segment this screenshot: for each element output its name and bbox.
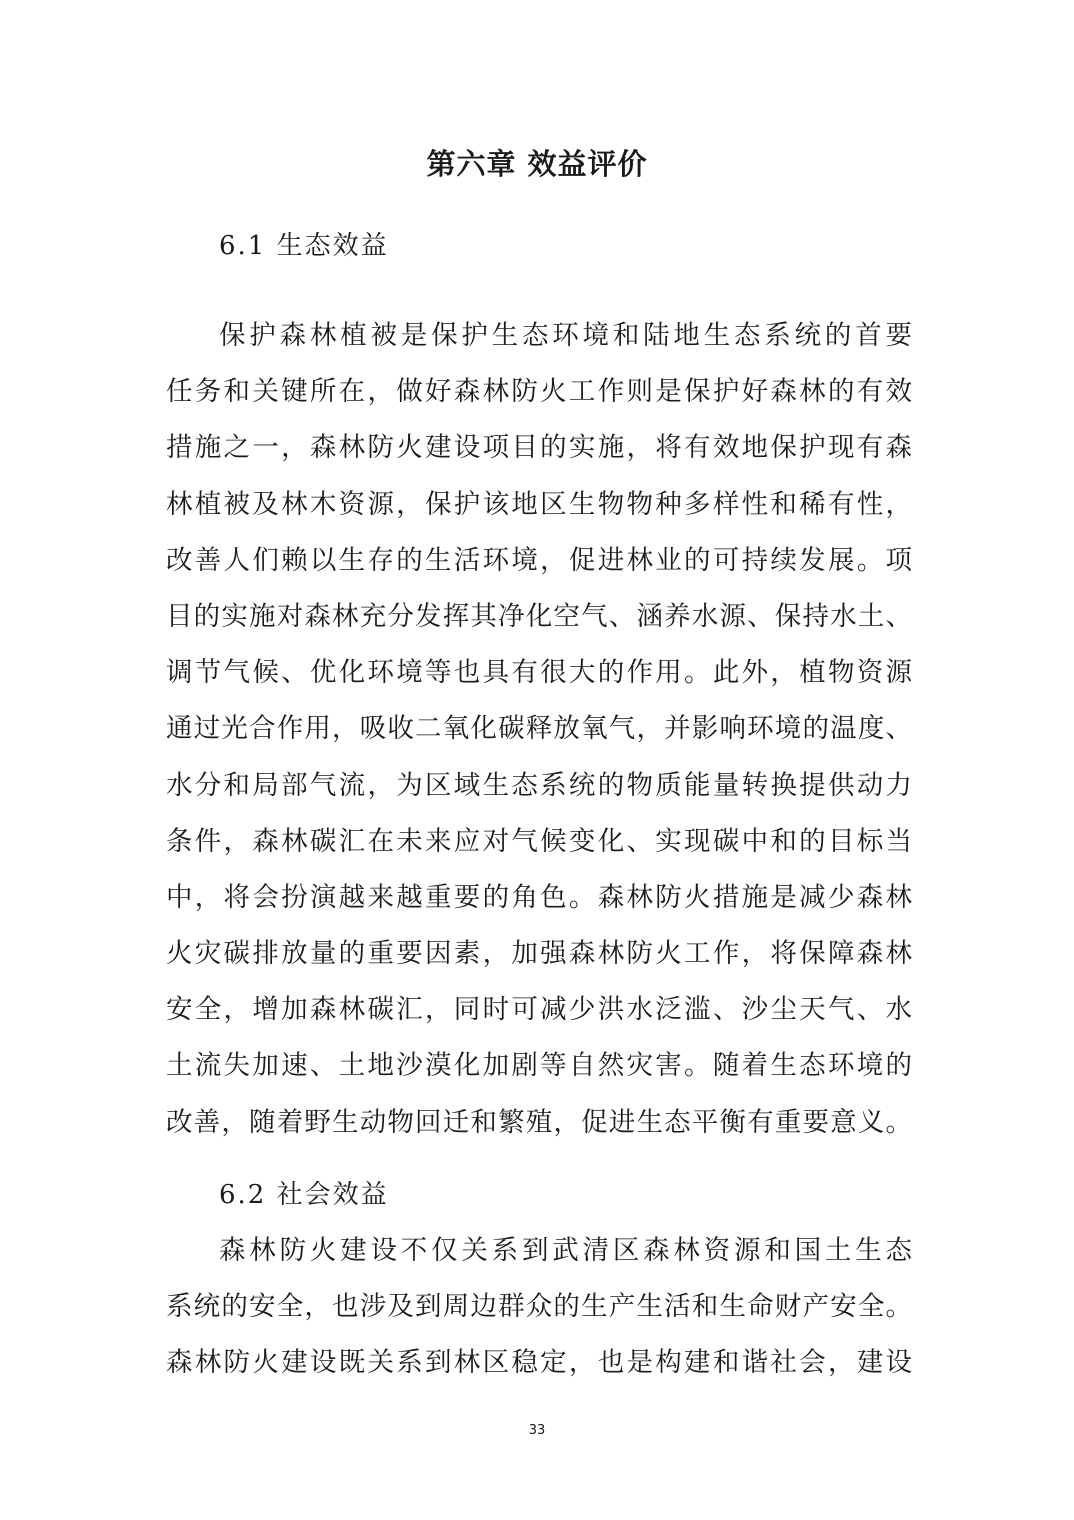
paragraph-line: 系统的安全，也涉及到周边群众的生产生活和生命财产安全。 xyxy=(166,1291,912,1322)
paragraph-line: 改善，随着野生动物回迁和繁殖，促进生态平衡有重要意义。 xyxy=(166,1107,912,1138)
paragraph-line: 改善人们赖以生存的生活环境，促进林业的可持续发展。项 xyxy=(166,545,912,576)
paragraph-line: 任务和关键所在，做好森林防火工作则是保护好森林的有效 xyxy=(166,376,912,407)
paragraph-line: 森林防火建设既关系到林区稳定，也是构建和谐社会，建设 xyxy=(166,1347,912,1378)
paragraph-line: 保护森林植被是保护生态环境和陆地生态系统的首要 xyxy=(219,320,912,351)
section-heading-6-2: 6.2 社会效益 xyxy=(219,1180,389,1210)
paragraph-line: 安全，增加森林碳汇，同时可减少洪水泛滥、沙尘天气、水 xyxy=(166,994,912,1025)
paragraph-line: 森林防火建设不仅关系到武清区森林资源和国土生态 xyxy=(219,1235,912,1266)
chapter-title: 第六章 效益评价 xyxy=(426,147,648,181)
paragraph-line: 中，将会扮演越来越重要的角色。森林防火措施是减少森林 xyxy=(166,882,912,913)
section-heading-6-1: 6.1 生态效益 xyxy=(219,231,389,261)
paragraph-line: 火灾碳排放量的重要因素，加强森林防火工作，将保障森林 xyxy=(166,938,912,969)
paragraph-line: 目的实施对森林充分发挥其净化空气、涵养水源、保持水土、 xyxy=(166,601,912,632)
page-number: 33 xyxy=(528,1423,546,1438)
paragraph-line: 水分和局部气流，为区域生态系统的物质能量转换提供动力 xyxy=(166,770,912,801)
paragraph-line: 通过光合作用，吸收二氧化碳释放氧气，并影响环境的温度、 xyxy=(166,713,912,744)
paragraph-line: 措施之一，森林防火建设项目的实施，将有效地保护现有森 xyxy=(166,432,912,463)
paragraph-line: 林植被及林木资源，保护该地区生物物种多样性和稀有性， xyxy=(166,489,912,520)
paragraph-line: 条件，森林碳汇在未来应对气候变化、实现碳中和的目标当 xyxy=(166,826,912,857)
paragraph-line: 土流失加速、土地沙漠化加剧等自然灾害。随着生态环境的 xyxy=(166,1050,912,1081)
paragraph-line: 调节气候、优化环境等也具有很大的作用。此外，植物资源 xyxy=(166,657,912,688)
